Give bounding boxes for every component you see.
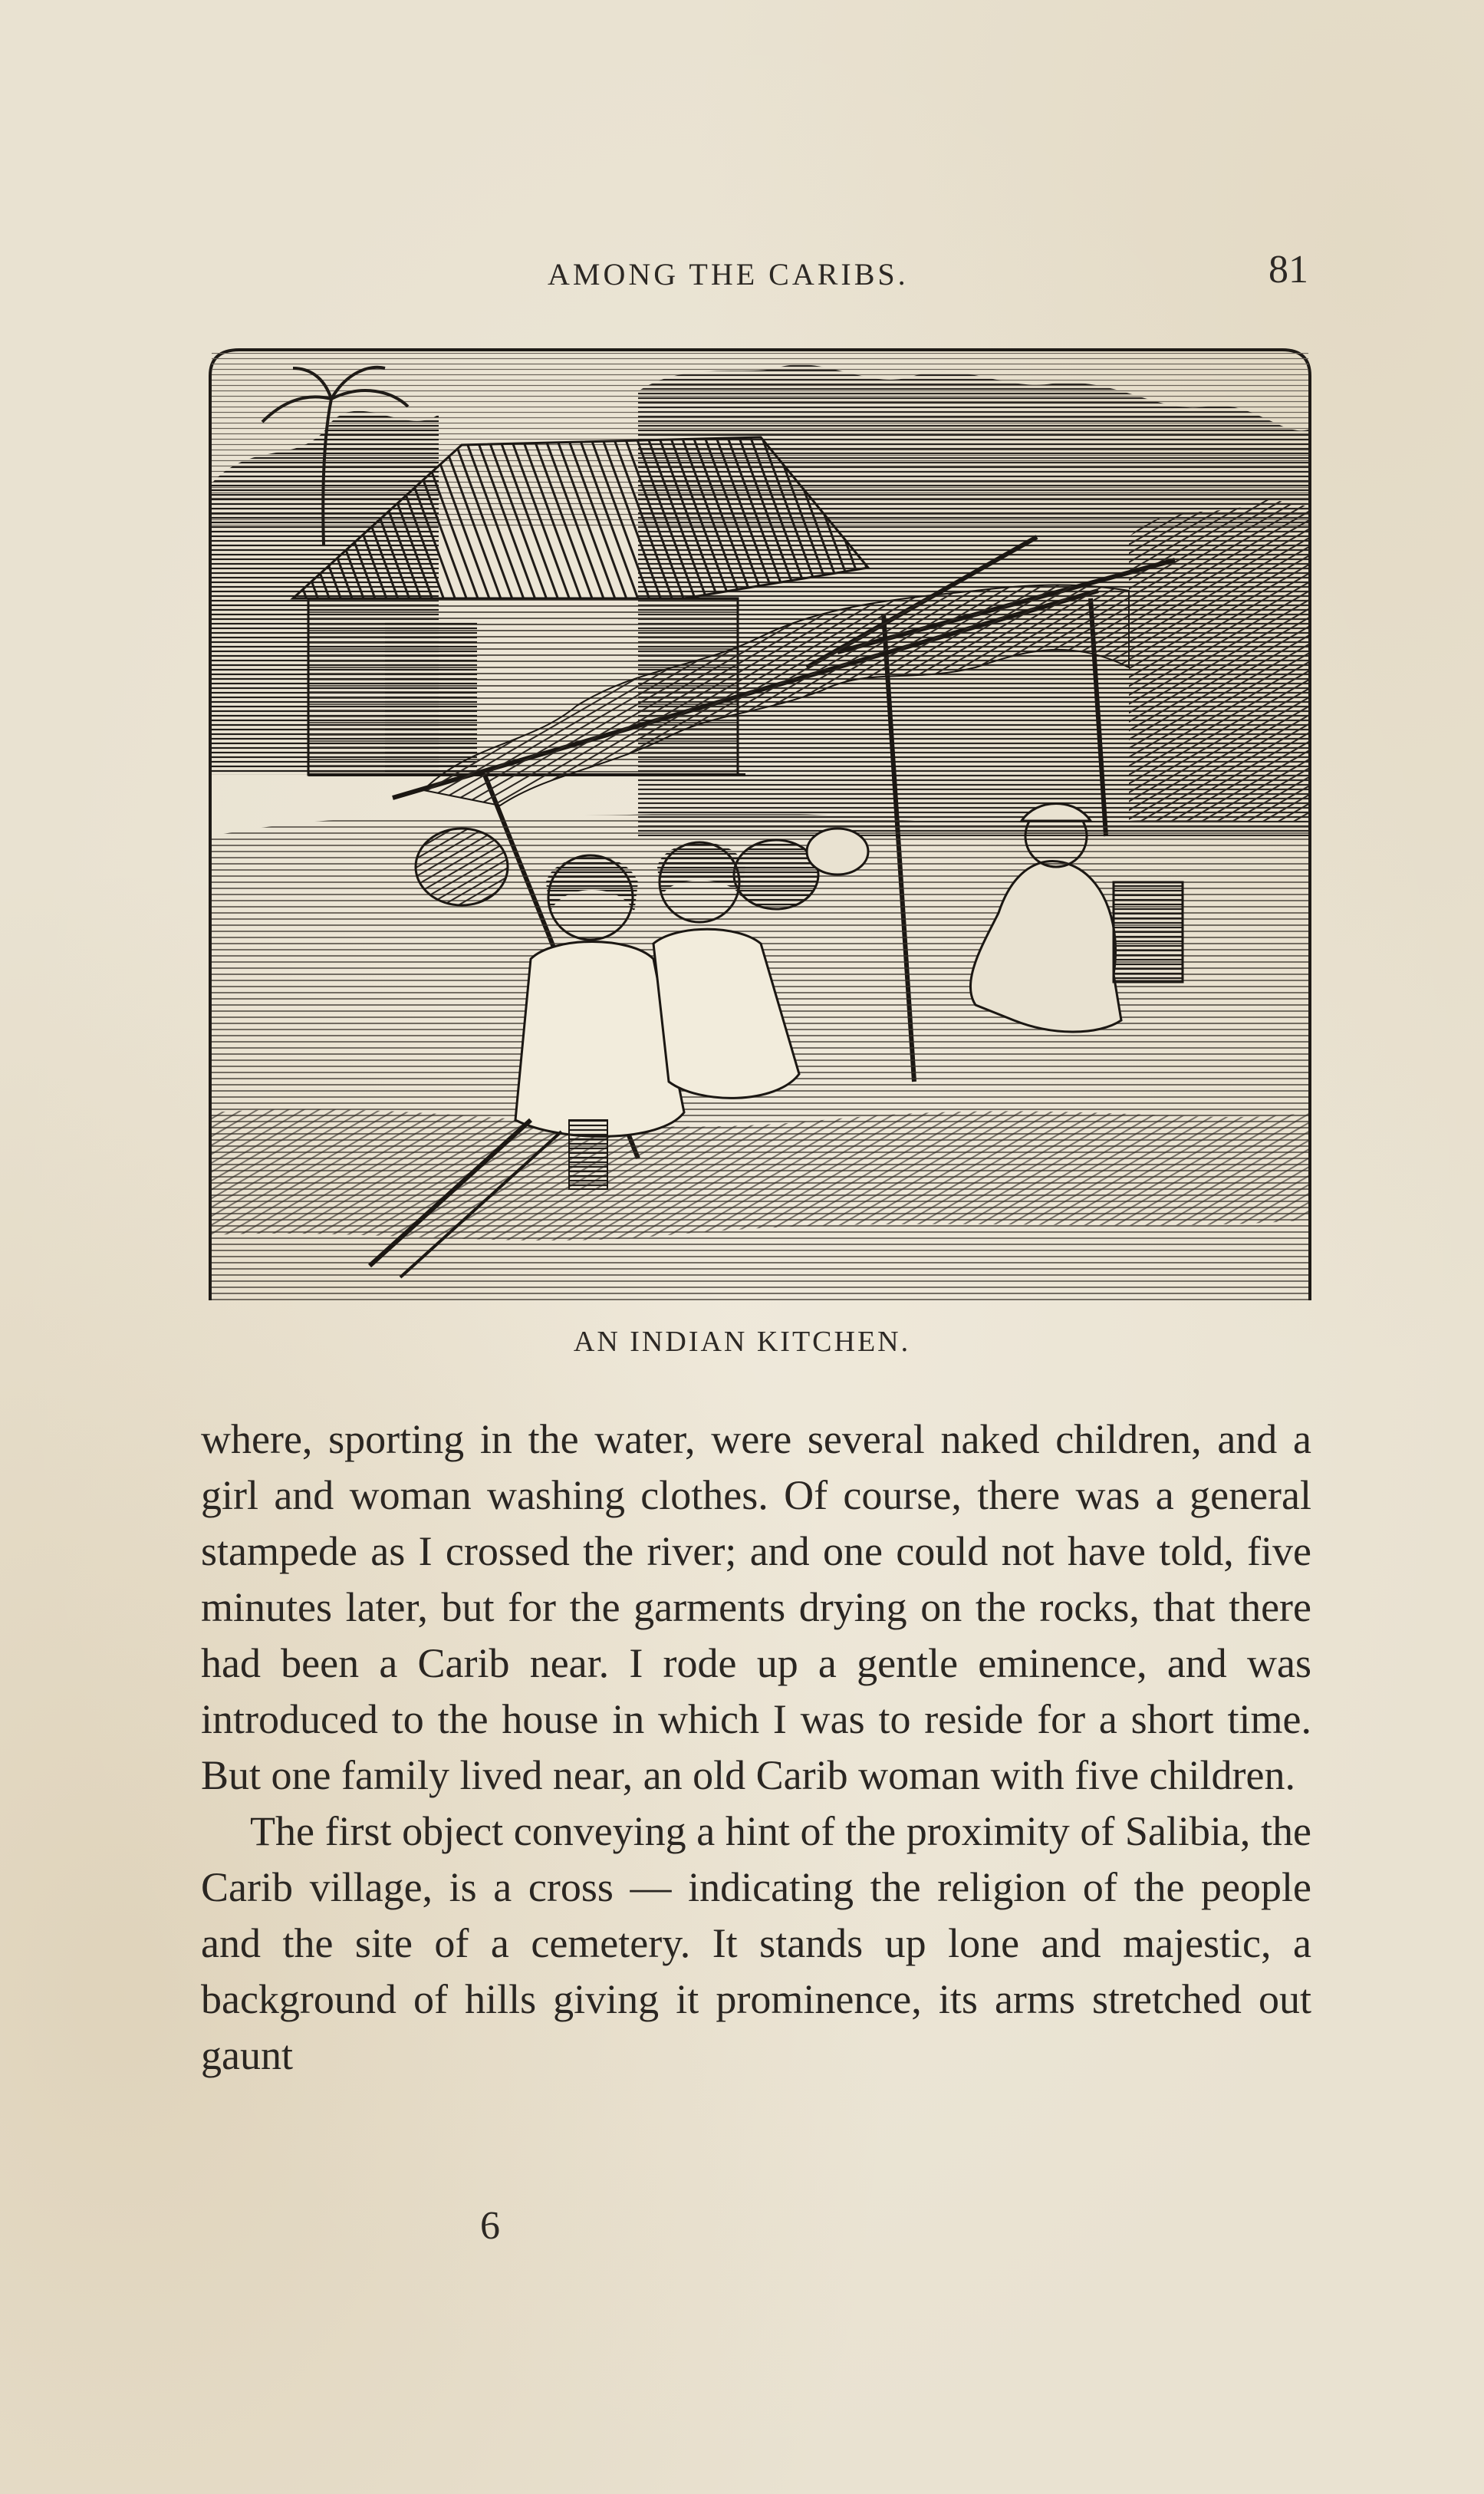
signature-mark: 6: [480, 2204, 500, 2248]
page-number: 81: [1268, 248, 1308, 292]
figure-caption: AN INDIAN KITCHEN.: [573, 1326, 911, 1358]
running-head: AMONG THE CARIBS.: [548, 257, 909, 292]
paragraph: The first object conveying a hint of the proximity of Salibia, the Carib village, is a cross — indicating the religion of the people and the site of a cemetery. It stands up lone and majestic, a background of hills giving it prominence, its arms stretched out gaunt: [201, 1808, 1311, 2078]
engraving-illustration: [209, 345, 1313, 1300]
paragraph: where, sporting in the water, were several naked children, and a girl and woman washing clothes. Of course, there was a general stampede as I crossed the river; and one could not have told, five minutes later, but for the garments drying on the rocks, that there had been a Carib near. I rode up a gentle eminence, and was introduced to the house in which I was to reside for a short time. But one family lived near, an old Carib woman with five children.: [201, 1416, 1311, 1798]
body-text: [201, 1412, 1311, 2084]
